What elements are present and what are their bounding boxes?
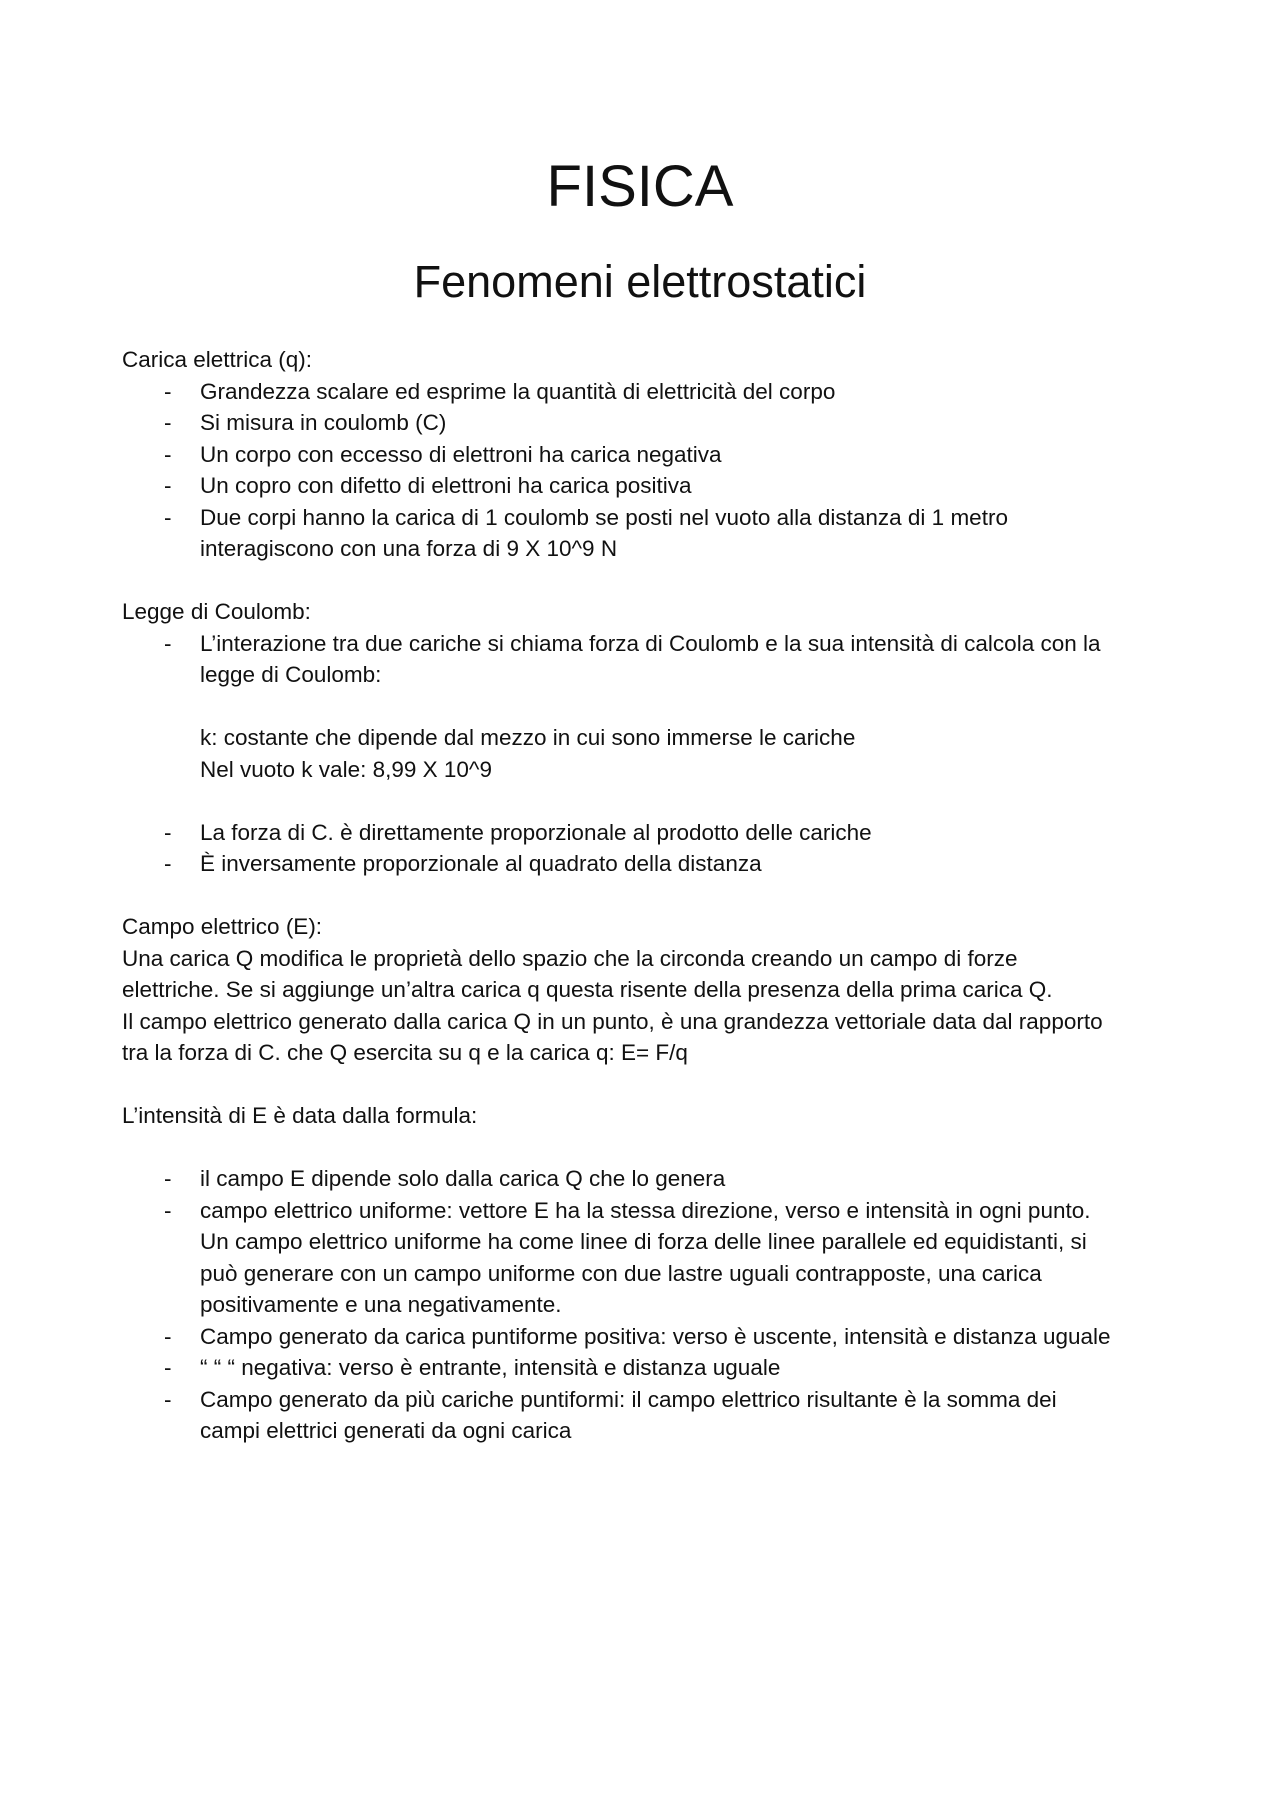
paragraph-line: tra la forza di C. che Q esercita su q e la carica q: E= F/q [122, 1040, 688, 1065]
spacer [122, 691, 1182, 723]
list-item [122, 1163, 1182, 1195]
bullet-dash: - [164, 819, 172, 845]
bullet-text: Grandezza scalare ed esprime la quantità di elettricità del corpo [200, 378, 836, 404]
paragraph-line: Una carica Q modifica le proprietà dello spazio che la circonda creando un campo di forze [122, 945, 1018, 971]
list-item [122, 1352, 1182, 1384]
list-item [122, 848, 1182, 880]
bullet-text: Un campo elettrico uniforme ha come linee di forza delle linee parallele ed equidistanti, si [200, 1229, 1087, 1254]
page-subtitle: Fenomeni elettrostatici [413, 256, 867, 307]
list-item [122, 439, 1182, 471]
bullet-text: il campo E dipende solo dalla carica Q che lo genera [200, 1166, 726, 1191]
section-heading-carica: Carica elettrica (q): [122, 347, 313, 372]
list-item [122, 1321, 1182, 1353]
bullet-dash: - [164, 441, 172, 467]
page-title: FISICA [546, 154, 734, 219]
bullet-text: campi elettrici generati da ogni carica [200, 1418, 572, 1443]
bullet-dash: - [164, 851, 172, 876]
intensity-line: L’intensità di E è data dalla formula: [122, 1103, 478, 1128]
bullet-text: L’interazione tra due cariche si chiama forza di Coulomb e la sua intensità di calcola con la [200, 630, 1101, 656]
spacer [122, 1132, 1182, 1164]
section-heading-campo: Campo elettrico (E): [122, 914, 323, 939]
bullet-dash: - [164, 630, 172, 656]
list-item [122, 470, 1182, 502]
bullet-dash: - [164, 378, 172, 404]
spacer [122, 565, 1182, 597]
bullet-dash: - [164, 1197, 172, 1223]
bullet-dash: - [164, 410, 172, 435]
spacer [122, 880, 1182, 912]
paragraph-line: elettriche. Se si aggiunge un’altra carica q questa risente della presenza della prima carica Q. [122, 977, 1053, 1002]
document-body [122, 344, 1182, 1447]
bullet-text: interagiscono con una forza di 9 X 10^9 N [200, 536, 618, 561]
bullet-text: “ “ “ negativa: verso è entrante, intensità e distanza uguale [200, 1355, 781, 1380]
bullet-dash: - [164, 1355, 172, 1380]
list-item [122, 1195, 1182, 1321]
bullet-text: Si misura in coulomb (C) [200, 410, 447, 435]
bullet-text: può generare con un campo uniforme con due lastre uguali contrapposte, una carica [200, 1260, 1042, 1286]
list-item [122, 628, 1182, 691]
bullet-text: Campo generato da più cariche puntiformi: il campo elettrico risultante è la somma dei [200, 1386, 1057, 1412]
bullet-text: Due corpi hanno la carica di 1 coulomb se posti nel vuoto alla distanza di 1 metro [200, 504, 1008, 530]
coulomb-note-vacuum: Nel vuoto k vale: 8,99 X 10^9 [200, 756, 492, 782]
bullet-text: campo elettrico uniforme: vettore E ha la stessa direzione, verso e intensità in ogni punto. [200, 1197, 1091, 1223]
bullet-dash: - [164, 1386, 172, 1412]
bullet-dash: - [164, 473, 172, 498]
list-item [122, 407, 1182, 439]
bullet-text: Un copro con difetto di elettroni ha carica positiva [200, 473, 692, 498]
bullet-text: La forza di C. è direttamente proporzionale al prodotto delle cariche [200, 819, 872, 845]
bullet-text: positivamente e una negativamente. [200, 1292, 562, 1317]
coulomb-note-k: k: costante che dipende dal mezzo in cui sono immerse le cariche [200, 725, 856, 750]
bullet-text: legge di Coulomb: [200, 662, 382, 687]
list-item [122, 376, 1182, 408]
bullet-dash: - [164, 1323, 172, 1349]
bullet-text: Un corpo con eccesso di elettroni ha carica negativa [200, 441, 722, 467]
spacer [122, 785, 1182, 817]
spacer [122, 1069, 1182, 1101]
list-item [122, 1384, 1182, 1447]
section-heading-coulomb: Legge di Coulomb: [122, 599, 311, 624]
list-item [122, 502, 1182, 565]
paragraph-line: Il campo elettrico generato dalla carica Q in un punto, è una grandezza vettoriale data dal rapporto [122, 1008, 1103, 1034]
bullet-dash: - [164, 1166, 172, 1191]
list-item [122, 817, 1182, 849]
bullet-dash: - [164, 504, 172, 530]
bullet-text: Campo generato da carica puntiforme positiva: verso è uscente, intensità e distanza uguale [200, 1323, 1111, 1349]
bullet-text: È inversamente proporzionale al quadrato della distanza [200, 851, 762, 876]
